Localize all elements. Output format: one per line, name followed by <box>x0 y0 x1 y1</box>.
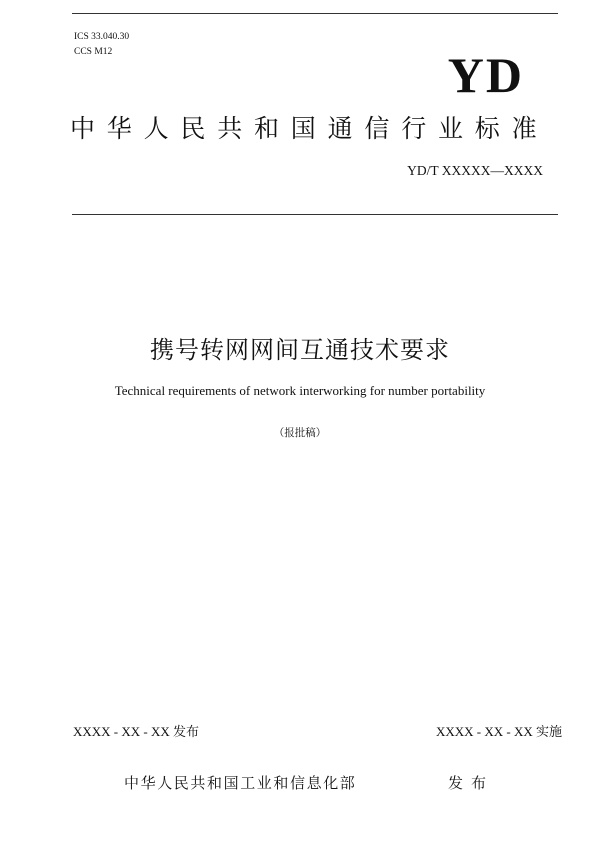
document-title-cn: 携号转网网间互通技术要求 <box>150 336 450 364</box>
ics-code: ICS 33.040.30 <box>74 32 130 42</box>
industry-standard-title: 中华人民共和国通信行业标准 <box>70 114 549 143</box>
yd-logo: YD <box>447 47 524 103</box>
top-rule <box>72 13 558 14</box>
document-number: YD/T XXXXX—XXXX <box>407 163 543 178</box>
document-title-en: Technical requirements of network interworking for number portability <box>114 383 486 398</box>
issue-label: 发布 <box>448 774 495 792</box>
publish-date: XXXX - XX - XX 发布 <box>73 724 200 739</box>
issuing-authority: 中华人民共和国工业和信息化部 <box>124 774 357 792</box>
header-divider <box>72 214 558 215</box>
classification-codes <box>74 30 129 60</box>
implement-date: XXXX - XX - XX 实施 <box>435 724 562 739</box>
ccs-code: CCS M12 <box>74 47 113 57</box>
draft-stage: （报批稿） <box>273 428 327 439</box>
